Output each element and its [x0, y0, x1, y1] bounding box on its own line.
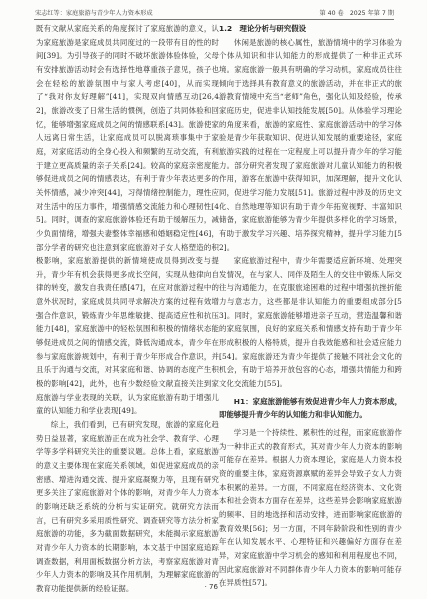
hypothesis-h1: H1：家庭旅游能够有效促进青少年人力资本形成，即能够提升青少年的认知能力和非认知能力。 — [219, 396, 402, 420]
right-text-column — [219, 22, 402, 588]
running-header-right: 第 40 卷 2025 年第 7 期 — [319, 10, 394, 17]
page-number: · 76 · — [204, 583, 223, 591]
theory-paragraph: 休闲是旅游的核心属性，旅游情境中的学习体验为个体从知识和非认知能力的形成提供了一种非正式环境。家庭旅游一般具有明确的学习动机，家庭成员往往倾向于选择具有教育意义的旅游活动，并在非正式的旅游教育情境中充当“老师”角色，强化认知及经验，传承家庭历史，促进非认知技能发展[50]。从体验学习理论的角度来看，旅游的家庭性、家庭旅游活动中的学习体验是青少年获取知识、促进认知发展的重要途径，家庭旅游实践的过程在一定程度上可以提升青少年的学习能力。部分研究者发现了家庭旅游对儿童认知能力的积极作用，游客在旅游中获得知识，加深理解，提升文化认同，促进学习能力发展[51]。旅游过程中涉及的历史文化、自然地理等知识有助于青少年拓宽视野、丰富知识储备，家庭旅游能够为青少年提供多样化的学习场景，有助于激发学习兴趣、培养探究精神，提升学习能力[52]。 — [219, 37, 402, 252]
section-heading: 1.2 理论分析与研究假设 — [219, 24, 306, 33]
running-header-left: 宋志红等：家庭旅游与青少年人力资本形成 — [35, 10, 153, 17]
heterogeneity-paragraph: 学习是一个持续性、累积性的过程，而家庭旅游作为一种非正式的教育形式，其对青少年人力资本的影响可能存在差异。根据人力资本理论，家庭是人力资本投资的重要主体，家庭资源禀赋的差异会导致子女人力资本积累的差异。一方面，不同家庭在经济资本、文化资本和社会资本方面存在差异，这些差异会影响家庭旅游的频率、目的地选择和活动安排，进而影响家庭旅游的教育效果[56]；另一方面，不同年龄阶段和性别的青少年在认知发展水平、心理特征和兴趣偏好方面存在差异，对家庭旅游中学习机会的感知和利用程度也不同，因此家庭旅游对不同群体青少年人力资本的影响可能存在异质性[57]。 — [219, 428, 402, 588]
header-rule — [34, 19, 394, 20]
literature-paragraph: 既有文献从家庭关系的角度探讨了家庭旅游的意义，认为家庭旅游是家庭成员共同度过的一段带有目的性的时间[39]。为引导孩子的同时不破坏旅游体验体验，父母有安排旅游活动时会有选择性地尊重孩子意见，孩子也会在轻松的旅游氛围中与家人考虑[40]，从而实现了“我对你友好理解”[41]，实现双向情感互动[26,42]，旅游改变了日常生活的惯例，创造了共同体验和回忆，能够增强家庭成员之间的情感联系[43]。旅游使家人远离日常生活，让家庭成员可以脱离琐事集中于家庭，对家庭活动的全身心投入和频繁的互动交流，有利于建立更高质量的亲子关系[24]。较高的家庭亲密度能够促进成员之间的情感表达，有利于青少年表达更多的关怀情感，减少冲突[44]，习得情绪控制能力，理性应对生活中的压力事件，增强情感交流能力和心理韧性[45]。同时，调查的家庭旅游体验还有助于缓解压力，减少负面情绪，增强夫妻整体幸福感和婚姻稳定性[46]，部分学者的研究也注意到家庭旅游对子女人格塑造的积极影响，家庭旅游提供的新情境使成员得到改变与提升，青少年有机会获得更多成长空间，实现从他律向自律的转变，激发自我责任感[47]，在应对旅游过程中的意外状况时，家庭成员共同寻求解决方案的过程有效增强合作意识，锻炼青少年思维敏捷、提高适应性和抗压能力[48]，家庭旅游中的轻松氛围和积极的情绪状态能够促进成员之间的情感交流，降低沟通成本，青少年在参与家庭旅游规划中，有利于青少年形成合作意识，并且乐于沟通与交流，对其家庭和谐、协调的态度产生积极的影响[42]，此外，也有少数经验文献直接关注到家庭旅游与学业表现的关联，认为家庭旅游有助于增强儿童的认知能力和学业表现[49]。 — [36, 24, 219, 416]
noncognitive-paragraph: 家庭旅游过程中，青少年需要适应新环境、处理突发情况，在与家人、同伴及陌生人的交往中锻炼人际交往与沟通能力，在克服旅途困难的过程中增强抗挫折能力与意志力，这些都是非认知能力的重要组成部分[53]。同时，家庭旅游能够增进亲子互动，营造温馨和谐的家庭氛围，良好的家庭关系和情感支持有助于青少年形成积极的人格特质，提升自我效能感和社会适应能力[54]。家庭旅游还为青少年提供了接触不同社会文化的机会，有助于培养开放包容的心态，增强共情能力和跨文化交流能力[55]。 — [219, 256, 402, 389]
summary-paragraph: 综上，我们看到，已有研究发现，旅游的家庭化趋势日益显著，家庭旅游正在成为社会学、教育学、心理学等多学科研究关注的重要议题。总体上看，家庭旅游的意义主要体现在家庭关系领域，如促进家庭成员的亲密感、增进沟通交流、提升家庭凝聚力等，且现有研究更多关注了家庭旅游对个体的影响，对青少年人力资本的影响还缺乏系统的分析与实证研究。就研究方法而言，已有研究多采用质性研究、调查研究等方法分析家庭旅游的功能，多为截面数据研究，未能揭示家庭旅游对青少年人力资本的长期影响，本文基于中国家庭追踪调查数据，利用面板数据分析方法，考察家庭旅游对青少年人力资本的影响及其作用机制，为理解家庭旅游的教育功能提供新的经验证据。 — [36, 420, 219, 593]
